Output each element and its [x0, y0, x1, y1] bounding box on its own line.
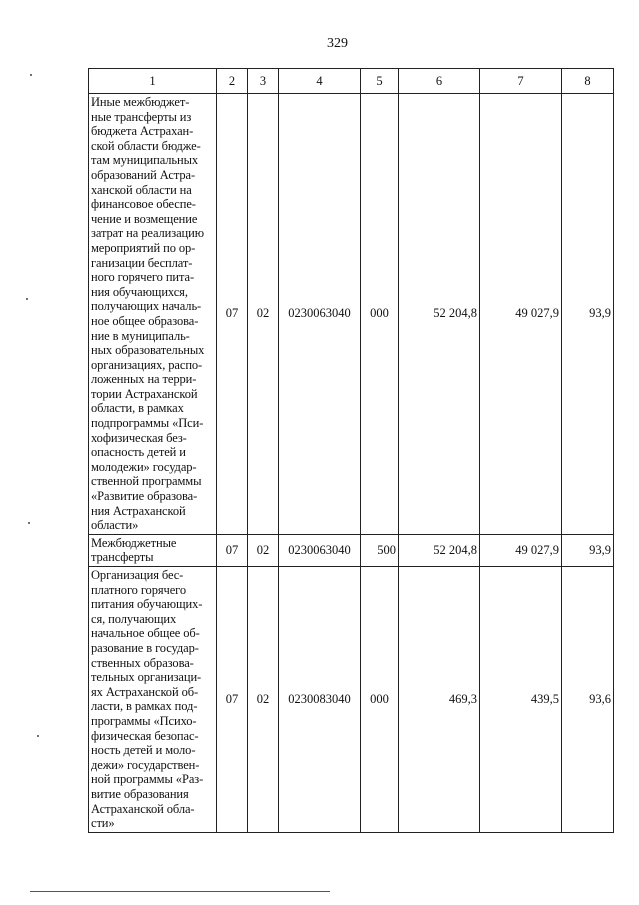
executed-amount-cell: 49 027,9	[480, 534, 562, 566]
planned-amount-cell: 52 204,8	[399, 94, 480, 535]
execution-percent-cell: 93,6	[562, 567, 614, 833]
executed-amount-cell: 49 027,9	[480, 94, 562, 535]
row-name-cell	[89, 94, 217, 535]
table-row	[89, 567, 614, 833]
header-col-2: 2	[217, 69, 248, 94]
header-col-8: 8	[562, 69, 614, 94]
planned-amount-cell: 469,3	[399, 567, 480, 833]
footer-rule	[30, 891, 330, 892]
row-name-cell	[89, 534, 217, 566]
subsection-cell: 02	[248, 567, 279, 833]
execution-percent-cell: 93,9	[562, 94, 614, 535]
budget-table	[88, 68, 614, 833]
executed-amount-cell: 439,5	[480, 567, 562, 833]
section-cell: 07	[217, 534, 248, 566]
execution-percent-cell: 93,9	[562, 534, 614, 566]
row-name-text: Межбюджетные трансферты	[91, 535, 177, 565]
subsection-cell: 02	[248, 534, 279, 566]
header-col-7: 7	[480, 69, 562, 94]
row-name-text: Организация бес- платного горячего питания обучающих- ся, получающих начальное общее об- разование в государ- ственных образова- тельных организаци- ях Астраханской об- ласти, в рамках под- программы «Психо- физическая безопас- ность детей и моло- дежи» государствен- ной программы «Раз- витие образования Астраханской обла- сти»	[91, 568, 204, 831]
page-number: 329	[327, 36, 348, 51]
header-col-5: 5	[361, 69, 399, 94]
header-col-4: 4	[279, 69, 361, 94]
target-article-cell: 0230083040	[279, 567, 361, 833]
subsection-cell: 02	[248, 94, 279, 535]
expense-type-cell: 500	[361, 534, 399, 566]
section-cell: 07	[217, 567, 248, 833]
section-cell: 07	[217, 94, 248, 535]
table-header-row	[89, 69, 614, 94]
scan-speck	[26, 298, 28, 300]
scan-speck	[30, 74, 32, 76]
expense-type-cell: 000	[361, 567, 399, 833]
header-col-1: 1	[89, 69, 217, 94]
table-row	[89, 534, 614, 566]
table-row	[89, 94, 614, 535]
target-article-cell: 0230063040	[279, 534, 361, 566]
target-article-cell: 0230063040	[279, 94, 361, 535]
row-name-text: Иные межбюджет- ные трансферты из бюджета Астрахан- ской области бюдже- там муниципальных образований Астра- ханской области на финансовое обеспе- чение и возмещение затрат на реализацию мероприятий по ор- ганизации бесплат- ного горячего пита- ния обучающихся, получающих началь- ное общее образова- ние в муниципаль- ных образовательных организациях, распо- ложенных на терри- тории Астраханской области, в рамках подпрограммы «Пси- хофизическая без- опасность детей и молодежи» государ- ственной программы «Развитие образова- ния Астраханской области»	[91, 95, 205, 533]
header-col-3: 3	[248, 69, 279, 94]
header-col-6: 6	[399, 69, 480, 94]
scan-speck	[37, 735, 39, 737]
expense-type-cell: 000	[361, 94, 399, 535]
planned-amount-cell: 52 204,8	[399, 534, 480, 566]
scan-speck	[28, 522, 30, 524]
row-name-cell	[89, 567, 217, 833]
